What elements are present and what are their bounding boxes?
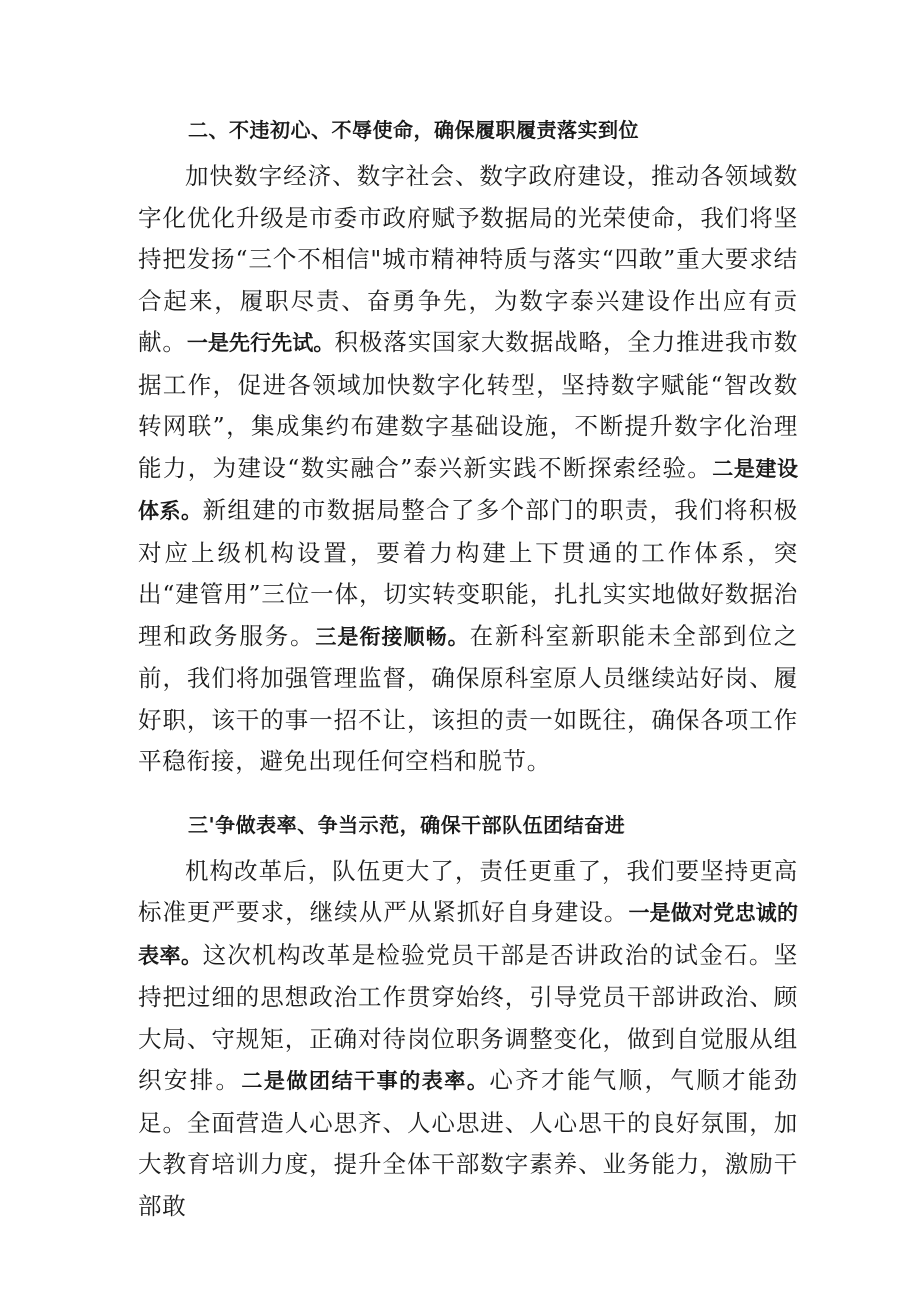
section-heading-2: 二、不违初心、不辱使命，确保履职履责落实到位 bbox=[188, 118, 639, 142]
text-run: 积极落实国家大数据战略，全力推进我市数据工作，促进各领域加快数字化转型，坚持数字赋能“智改数转网联”，集成集约布建数字基础设施，不断提升数字化治理能力，为建设“数实融合”泰兴新实践不断探索经验。 bbox=[138, 328, 799, 482]
bold-lead: 二是做团结干事的表率。 bbox=[241, 1069, 490, 1093]
text-run: 心齐才能气顺，气顺才能劲足。全面营造人心思齐、人心思进、人心思干的良好氛围，加大教育培训力度，提升全体干部数字素养、业务能力，激励干部敢 bbox=[138, 1066, 799, 1220]
section-2-paragraph bbox=[138, 156, 798, 783]
bold-lead: 三是衔接顺畅。 bbox=[315, 624, 470, 649]
section-heading-3: 三'争做表率、争当示范，确保干部队伍团结奋进 bbox=[188, 812, 626, 837]
text-run: 加快数字经济、数字社会、数字政府建设，推动各领域数字化优化升级是市委市政府赋予数据局的光荣使命，我们将坚持把发扬“三个不相信"城市精神特质与落实“四敢”重大要求结合起来，履职尽责、奋勇争先，为数字泰兴建设作出应有贡献。 bbox=[138, 162, 798, 356]
text-run: 新组建的市数据局整合了多个部门的职责，我们将积极对应上级机构设置，要着力构建上下贯通的工作体系，突出“建管用”三位一体，切实转变职能，扎扎实实地做好数据治理和政务服务。 bbox=[138, 496, 798, 650]
text-run: 机构改革后，队伍更大了，责任更重了，我们要坚持更高标准更严要求，继续从严从紧抓好自身建设。 bbox=[138, 856, 798, 926]
text-run: 这次机构改革是检验党员干部是否讲政治的试金石。坚持把过细的思想政治工作贯穿始终，引导党员干部讲政治、顾大局、守规矩，正确对待岗位职务调整变化，做到自觉服从组织安排。 bbox=[138, 940, 798, 1094]
bold-lead: 一是做对党忠诚的表率。 bbox=[138, 901, 799, 968]
section-3-paragraph bbox=[138, 851, 798, 1228]
text-run: 在新科室新职能未全部到位之前，我们将加强管理监督，确保原科室原人员继续站好岗、履好职，该干的事一招不让，该担的责一如既往，确保各项工作平稳衔接，避免出现任何空档和脱节。 bbox=[138, 621, 798, 775]
bold-lead: 二是建设体系。 bbox=[138, 456, 799, 523]
bold-lead: 一是先行先试。 bbox=[186, 331, 335, 355]
